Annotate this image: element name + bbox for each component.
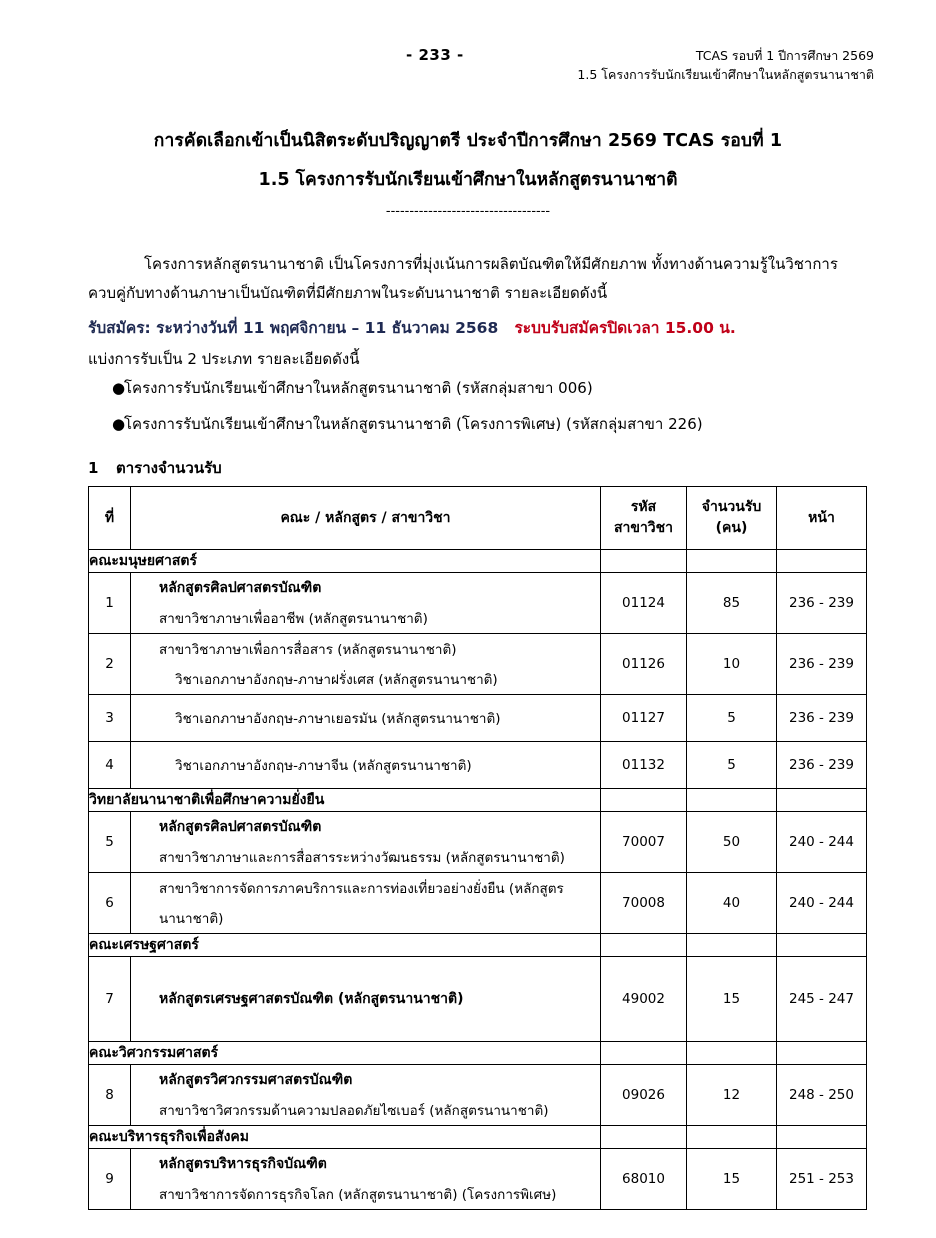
empty-cell — [601, 1126, 687, 1149]
col-header-quota-line1: จำนวนรับ — [701, 499, 762, 515]
program-type-list — [112, 378, 912, 450]
row-number: 8 — [89, 1065, 131, 1126]
empty-cell — [687, 1042, 777, 1065]
degree-name: หลักสูตรบริหารธุรกิจบัณฑิต — [159, 1156, 327, 1172]
row-program — [131, 695, 601, 742]
row-program — [131, 1149, 601, 1210]
row-program — [131, 573, 601, 634]
empty-cell — [601, 1042, 687, 1065]
col-header-page: หน้า — [777, 487, 867, 550]
row-number: 4 — [89, 742, 131, 789]
major-name: วิชาเอกภาษาอังกฤษ-ภาษาจีน (หลักสูตรนานาชาติ) — [175, 758, 472, 774]
faculty-row — [89, 550, 867, 573]
table-row — [89, 1149, 867, 1210]
row-pages: 236 - 239 — [777, 742, 867, 789]
col-header-no: ที่ — [89, 487, 131, 550]
col-header-quota — [687, 487, 777, 550]
table-row — [89, 873, 867, 934]
notice-line-2: แบ่งการรับเป็น 2 ประเภท รายละเอียดดังนี้ — [88, 350, 360, 368]
major-name: สาขาวิชาการจัดการธุรกิจโลก (หลักสูตรนานาชาติ) (โครงการพิเศษ) — [159, 1187, 557, 1203]
row-program — [131, 873, 601, 934]
row-number: 6 — [89, 873, 131, 934]
empty-cell — [777, 934, 867, 957]
major-name: สาขาวิชาการจัดการภาคบริการและการท่องเที่ยวอย่างยั่งยืน (หลักสูตร — [159, 881, 564, 897]
row-pages: 240 - 244 — [777, 812, 867, 873]
row-code: 01124 — [601, 573, 687, 634]
row-quota: 50 — [687, 812, 777, 873]
faculty-name: คณะมนุษยศาสตร์ — [89, 550, 601, 573]
application-period-notice — [88, 313, 888, 374]
page-subtitle: 1.5 โครงการรับนักเรียนเข้าศึกษาในหลักสูตรนานาชาติ — [258, 169, 678, 190]
list-item-label: โครงการรับนักเรียนเข้าศึกษาในหลักสูตรนานาชาติ (โครงการพิเศษ) (รหัสกลุ่มสาขา 226) — [124, 414, 703, 433]
table-header-row — [89, 487, 867, 550]
empty-cell — [777, 550, 867, 573]
empty-cell — [777, 789, 867, 812]
major-name: สาขาวิชาภาษาเพื่ออาชีพ (หลักสูตรนานาชาติ) — [159, 611, 428, 627]
row-code: 70008 — [601, 873, 687, 934]
empty-cell — [687, 789, 777, 812]
major-name: หลักสูตรเศรษฐศาสตรบัณฑิต (หลักสูตรนานาชาติ) — [159, 991, 464, 1007]
degree-name: หลักสูตรศิลปศาสตรบัณฑิต — [159, 819, 322, 835]
bullet-icon: ● — [112, 414, 126, 433]
row-number: 5 — [89, 812, 131, 873]
row-quota: 12 — [687, 1065, 777, 1126]
col-header-code-line1: รหัส — [630, 499, 657, 515]
row-pages: 251 - 253 — [777, 1149, 867, 1210]
section-heading — [88, 456, 222, 480]
running-head-line-1: TCAS รอบที่ 1 ปีการศึกษา 2569 — [695, 48, 874, 63]
faculty-name: คณะบริหารธุรกิจเพื่อสังคม — [89, 1126, 601, 1149]
title-divider: ----------------------------------- — [385, 203, 551, 219]
row-program — [131, 742, 601, 789]
row-code: 70007 — [601, 812, 687, 873]
row-code: 01132 — [601, 742, 687, 789]
empty-cell — [601, 934, 687, 957]
major-group-name: สาขาวิชาภาษาเพื่อการสื่อสาร (หลักสูตรนานาชาติ) — [159, 642, 457, 658]
row-quota: 40 — [687, 873, 777, 934]
row-number: 2 — [89, 634, 131, 695]
running-head-line-2: 1.5 โครงการรับนักเรียนเข้าศึกษาในหลักสูตรนานาชาติ — [577, 67, 874, 83]
degree-name: หลักสูตรวิศวกรรมศาสตรบัณฑิต — [159, 1072, 353, 1088]
table-row — [89, 957, 867, 1042]
row-code: 68010 — [601, 1149, 687, 1210]
major-name-line2: นานาชาติ) — [159, 911, 224, 927]
major-name: สาขาวิชาวิศวกรรมด้านความปลอดภัยไซเบอร์ (หลักสูตรนานาชาติ) — [159, 1103, 549, 1119]
empty-cell — [777, 1126, 867, 1149]
row-code: 01127 — [601, 695, 687, 742]
row-program — [131, 957, 601, 1042]
page-number: - 233 - — [406, 46, 464, 64]
admissions-table-wrapper — [88, 486, 866, 1210]
empty-cell — [601, 789, 687, 812]
row-number: 9 — [89, 1149, 131, 1210]
table-row — [89, 812, 867, 873]
row-number: 7 — [89, 957, 131, 1042]
faculty-name: คณะวิศวกรรมศาสตร์ — [89, 1042, 601, 1065]
faculty-row — [89, 1042, 867, 1065]
application-dates: รับสมัคร: ระหว่างวันที่ 11 พฤศจิกายน – 11 ธันวาคม 2568 — [88, 319, 499, 337]
faculty-row — [89, 1126, 867, 1149]
faculty-row — [89, 789, 867, 812]
col-header-code-line2: สาขาวิชา — [613, 520, 674, 536]
col-header-quota-line2: (คน) — [715, 520, 748, 536]
row-quota: 15 — [687, 957, 777, 1042]
section-label: ตารางจำนวนรับ — [116, 459, 222, 477]
list-item — [112, 414, 912, 436]
running-head-right — [577, 46, 874, 85]
empty-cell — [601, 550, 687, 573]
row-program — [131, 1065, 601, 1126]
table-row — [89, 695, 867, 742]
col-header-name: คณะ / หลักสูตร / สาขาวิชา — [131, 487, 601, 550]
faculty-name: คณะเศรษฐศาสตร์ — [89, 934, 601, 957]
row-number: 3 — [89, 695, 131, 742]
row-quota: 5 — [687, 742, 777, 789]
table-body — [89, 550, 867, 1210]
row-code: 49002 — [601, 957, 687, 1042]
table-row — [89, 573, 867, 634]
row-pages: 236 - 239 — [777, 695, 867, 742]
row-quota: 5 — [687, 695, 777, 742]
empty-cell — [687, 550, 777, 573]
table-row — [89, 742, 867, 789]
intro-text: โครงการหลักสูตรนานาชาติ เป็นโครงการที่มุ่งเน้นการผลิตบัณฑิตให้มีศักยภาพ ทั้งทางด้านความรู้ในวิชาการควบคู่กับทางด้านภาษาเป็นบัณฑิตที่มีศักยภาพในระดับนานาชาติ รายละเอียดดังนี้ — [88, 255, 838, 303]
row-number: 1 — [89, 573, 131, 634]
table-row — [89, 1065, 867, 1126]
row-pages: 245 - 247 — [777, 957, 867, 1042]
row-quota: 10 — [687, 634, 777, 695]
bullet-icon: ● — [112, 379, 126, 397]
row-quota: 15 — [687, 1149, 777, 1210]
empty-cell — [687, 934, 777, 957]
row-pages: 236 - 239 — [777, 573, 867, 634]
row-program — [131, 634, 601, 695]
major-name: วิชาเอกภาษาอังกฤษ-ภาษาเยอรมัน (หลักสูตรนานาชาติ) — [175, 711, 501, 727]
row-pages: 248 - 250 — [777, 1065, 867, 1126]
row-code: 01126 — [601, 634, 687, 695]
row-program — [131, 812, 601, 873]
admissions-table — [88, 486, 867, 1210]
table-row — [89, 634, 867, 695]
degree-name: หลักสูตรศิลปศาสตรบัณฑิต — [159, 580, 322, 596]
faculty-row — [89, 934, 867, 957]
row-code: 09026 — [601, 1065, 687, 1126]
notice-line-1 — [88, 313, 888, 344]
empty-cell — [687, 1126, 777, 1149]
running-head — [0, 46, 936, 98]
title-block — [0, 130, 936, 219]
intro-paragraph — [88, 250, 848, 309]
list-item — [112, 378, 912, 400]
list-item-label: โครงการรับนักเรียนเข้าศึกษาในหลักสูตรนานาชาติ (รหัสกลุ่มสาขา 006) — [124, 379, 593, 397]
row-pages: 236 - 239 — [777, 634, 867, 695]
col-header-code — [601, 487, 687, 550]
closing-time: ระบบรับสมัครปิดเวลา 15.00 น. — [514, 319, 736, 337]
page-title: การคัดเลือกเข้าเป็นนิสิตระดับปริญญาตรี ประจำปีการศึกษา 2569 TCAS รอบที่ 1 — [153, 131, 783, 151]
row-pages: 240 - 244 — [777, 873, 867, 934]
major-name: วิชาเอกภาษาอังกฤษ-ภาษาฝรั่งเศส (หลักสูตรนานาชาติ) — [175, 672, 498, 688]
faculty-name: วิทยาลัยนานาชาติเพื่อศึกษาความยั่งยืน — [89, 789, 601, 812]
major-name: สาขาวิชาภาษาและการสื่อสารระหว่างวัฒนธรรม (หลักสูตรนานาชาติ) — [159, 850, 565, 866]
section-number: 1 — [88, 459, 99, 477]
row-quota: 85 — [687, 573, 777, 634]
empty-cell — [777, 1042, 867, 1065]
